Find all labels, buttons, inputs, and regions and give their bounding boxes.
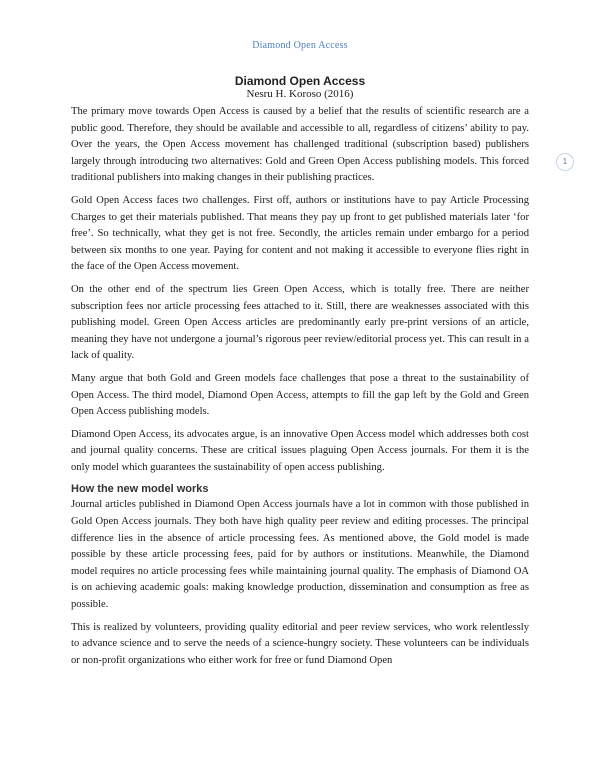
paragraph: Journal articles published in Diamond Open Access journals have a lot in common with those published in Gold Open Access journals. They both have high quality peer review and editing processes. The principal difference lies in the absence of article processing fees. As mentioned above, the Gold model is made possible by these article processing fees, paid for by authors or institutions. Meanwhile, the Diamond model requires no article processing fees while maintaining journal quality. The emphasis of Diamond OA is on achieving academic goals: making knowledge production, dissemination and consumption as free as possible. — [71, 499, 529, 611]
paragraph: Diamond Open Access, its advocates argue, is an innovative Open Access model which addresses both cost and journal quality concerns. These are critical issues plaguing Open Access journals. For them it is the only model which guarantees the sustainability of open access publishing. — [71, 428, 529, 473]
document-body — [71, 74, 529, 675]
document-title: Diamond Open Access — [234, 74, 366, 88]
document-author: Nesru H. Koroso (2016) — [246, 88, 354, 100]
paragraph: The primary move towards Open Access is caused by a belief that the results of scientific research are a public good. Therefore, they should be available and accessible to all, regardless of citizens’ ability to pay. Over the years, the Open Access movement has challenged traditional (subscription based) publishers largely through introducing two alternatives: Gold and Green Open Access publishing models. This forced traditional publishers into making changes in their publishing practices. — [71, 106, 529, 184]
paragraph: Gold Open Access faces two challenges. First off, authors or institutions have to pay Article Processing Charges to get their materials published. That means they pay up front to get published materials later ‘for free’. So technically, what they get is not free. Secondly, the articles remain under embargo for a period between six months to one year. Paying for content and not making it accessible to everyone flies right in the face of the Open Access movement. — [71, 194, 529, 273]
section-heading: How the new model works — [71, 483, 209, 496]
page-number-badge: 1 — [556, 153, 574, 171]
paragraph: Many argue that both Gold and Green models face challenges that pose a threat to the sustainability of Open Access. The third model, Diamond Open Access, attempts to fill the gap left by the Gold and Green Open Access publishing models. — [71, 372, 529, 418]
paragraph: On the other end of the spectrum lies Green Open Access, which is totally free. There are neither subscription fees nor article processing fees attached to it. Still, there are weaknesses associated with this publishing model. Green Open Access articles are predominantly early pre-print versions of an article, meaning they have not undergone a journal’s rigorous peer review/editorial process yet. This can result in a lack of quality. — [71, 283, 529, 362]
running-header: Diamond Open Access — [252, 40, 348, 51]
paragraph: This is realized by volunteers, providing quality editorial and peer review services, who work relentlessly to advance science and to serve the needs of a science-hungry society. These volunteers can be individuals or non-profit organizations who either work for free or fund Diamond Open — [71, 621, 529, 666]
